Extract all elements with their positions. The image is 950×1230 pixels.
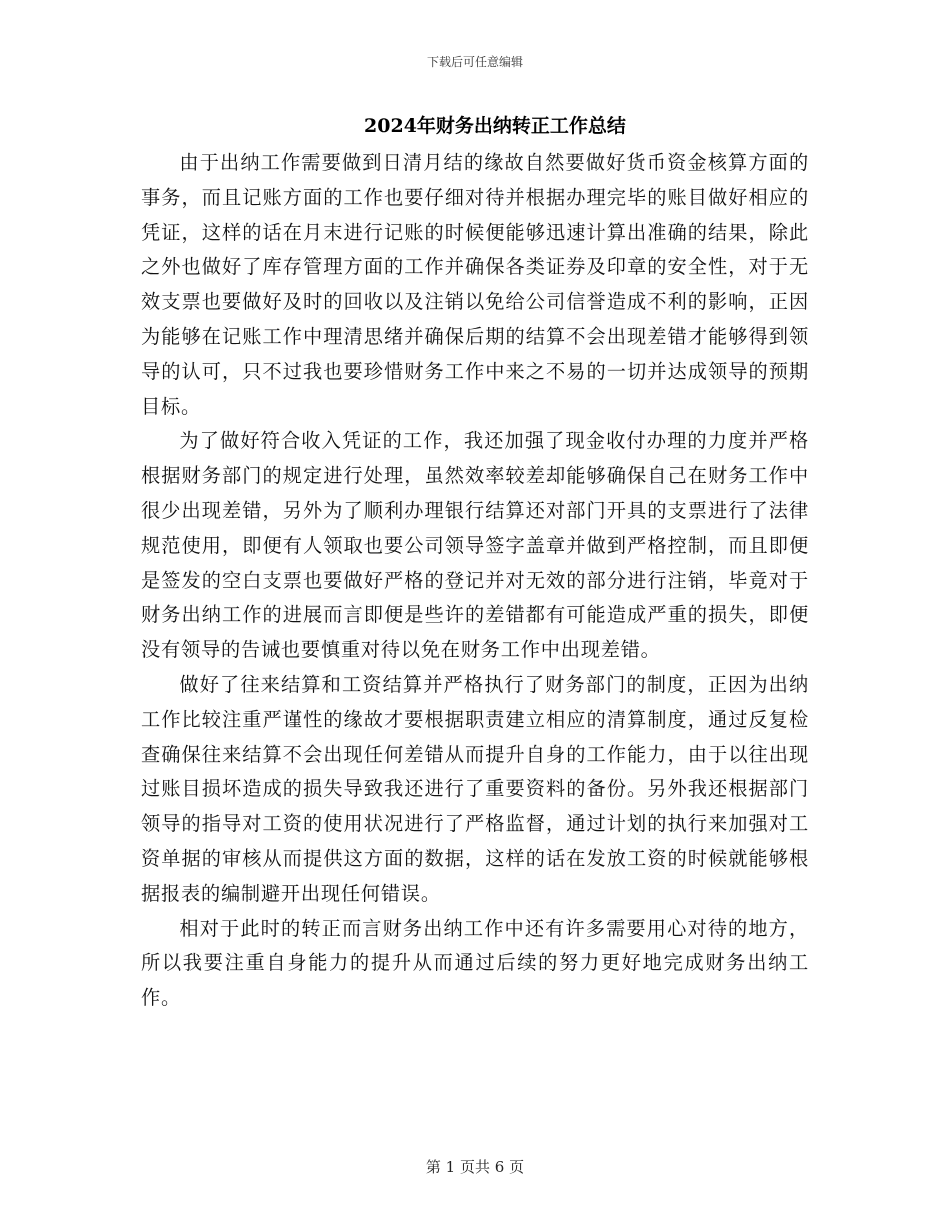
body-paragraph: 做好了往来结算和工资结算并严格执行了财务部门的制度，正因为出纳工作比较注重严谨性的缘故才要根据职责建立相应的清算制度，通过反复检查确保往来结算不会出现任何差错从而提升自身的工作能力，由于以往出现过账目损坏造成的损失导致我还进行了重要资料的备份。另外我还根据部门领导的指导对工资的使用状况进行了严格监督，通过计划的执行来加强对工资单据的审核从而提供这方面的数据，这样的话在发放工资的时候就能够根据报表的编制避开出现任何错误。 (141, 672, 809, 905)
body-paragraph: 为了做好符合收入凭证的工作，我还加强了现金收付办理的力度并严格根据财务部门的规定进行处理，虽然效率较差却能够确保自己在财务工作中很少出现差错，另外为了顺利办理银行结算还对部门开具的支票进行了法律规范使用，即便有人领取也要公司领导签字盖章并做到严格控制，而且即便是签发的空白支票也要做好严格的登记并对无效的部分进行注销，毕竟对于财务出纳工作的进展而言即便是些许的差错都有可能造成严重的损失，即便没有领导的告诫也要慎重对待以免在财务工作中出现差错。 (141, 429, 809, 662)
body-paragraph: 由于出纳工作需要做到日清月结的缘故自然要做好货币资金核算方面的事务，而且记账方面的工作也要仔细对待并根据办理完毕的账目做好相应的凭证，这样的话在月末进行记账的时候便能够迅速计算出准确的结果，除此之外也做好了库存管理方面的工作并确保各类证券及印章的安全性，对于无效支票也要做好及时的回收以及注销以免给公司信誉造成不利的影响，正因为能够在记账工作中理清思绪并确保后期的结算不会出现差错才能够得到领导的认可，只不过我也要珍惜财务工作中来之不易的一切并达成领导的预期目标。 (141, 151, 809, 418)
document-body (141, 146, 809, 1016)
header-note: 下载后可任意编辑 (426, 55, 523, 69)
document-title: 2024年财务出纳转正工作总结 (364, 115, 626, 137)
body-paragraph: 相对于此时的转正而言财务出纳工作中还有许多需要用心对待的地方，所以我要注重自身能力的提升从而通过后续的努力更好地完成财务出纳工作。 (141, 916, 809, 1010)
page-number-footer: 第 1 页共 6 页 (425, 1158, 525, 1176)
